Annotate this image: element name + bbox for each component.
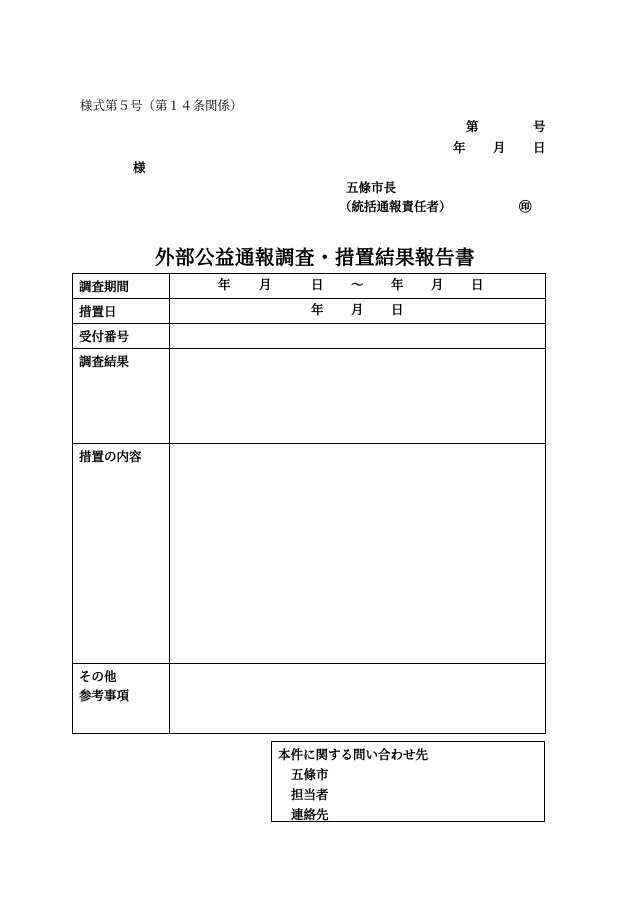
period-value <box>170 274 546 299</box>
date-month: 月 <box>493 140 506 155</box>
results-value <box>170 349 546 444</box>
receipt-number-value <box>170 324 546 349</box>
sender-title: 五條市長 <box>346 180 397 195</box>
table-row <box>73 299 546 324</box>
date-day: 日 <box>533 140 546 155</box>
table-row <box>73 324 546 349</box>
period-start-year: 年 <box>218 277 231 292</box>
period-start-month: 月 <box>259 277 272 292</box>
period-separator: ～ <box>351 277 364 292</box>
number-suffix: 号 <box>533 119 546 134</box>
recipient-suffix: 様 <box>133 160 146 175</box>
measure-day: 日 <box>391 302 404 317</box>
table-row <box>73 444 546 664</box>
period-start-day: 日 <box>311 277 324 292</box>
measure-month: 月 <box>351 302 364 317</box>
measure-date-label: 措置日 <box>73 299 170 324</box>
results-label: 調査結果 <box>73 349 170 444</box>
period-label: 調査期間 <box>73 274 170 299</box>
contact-person-label: 担当者 <box>291 787 329 802</box>
period-end-day: 日 <box>471 277 484 292</box>
document-title: 外部公益通報調査・措置結果報告書 <box>154 246 475 269</box>
other-label <box>73 664 170 734</box>
seal-mark: ㊞ <box>519 199 532 214</box>
sender-role: （統括通報責任者） <box>339 199 452 214</box>
other-label-line-2: 参考事項 <box>79 688 130 703</box>
table-row <box>73 664 546 734</box>
number-prefix: 第 <box>466 119 479 134</box>
contact-info-label: 連絡先 <box>291 807 329 822</box>
other-label-line-1: その他 <box>79 669 117 684</box>
table-row <box>73 274 546 299</box>
table-row <box>73 349 546 444</box>
report-table <box>72 273 546 734</box>
contact-box <box>271 741 545 822</box>
measures-label: 措置の内容 <box>73 444 170 664</box>
other-value <box>170 664 546 734</box>
period-end-month: 月 <box>431 277 444 292</box>
receipt-number-label: 受付番号 <box>73 324 170 349</box>
date-year: 年 <box>453 140 466 155</box>
period-end-year: 年 <box>391 277 404 292</box>
form-number: 様式第５号（第１４条関係） <box>80 98 243 113</box>
measure-year: 年 <box>311 302 324 317</box>
contact-city: 五條市 <box>291 767 329 782</box>
measure-date-value <box>170 299 546 324</box>
measures-value <box>170 444 546 664</box>
contact-heading: 本件に関する問い合わせ先 <box>278 747 429 762</box>
